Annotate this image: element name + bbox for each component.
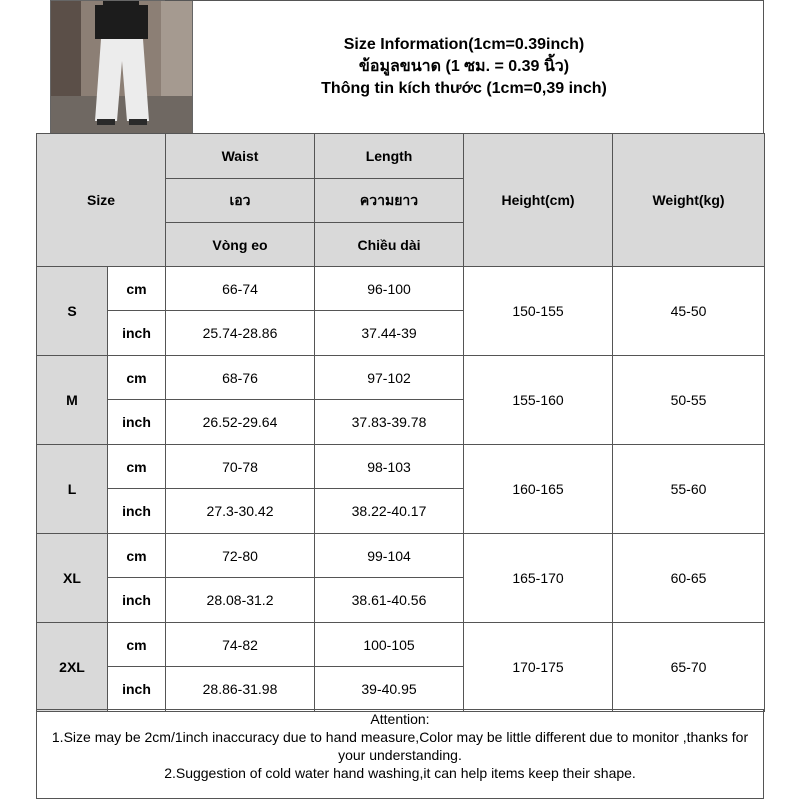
size-label: 2XL [37,623,108,712]
height-value: 170-175 [464,623,613,712]
size-label: L [37,445,108,534]
waist-cm: 70-78 [166,445,315,489]
unit-inch-label: inch [108,667,166,712]
weight-value: 65-70 [613,623,765,712]
height-value: 165-170 [464,534,613,623]
size-chart [36,0,764,799]
height-value: 155-160 [464,356,613,445]
weight-value: 45-50 [613,267,765,356]
unit-inch-label: inch [108,400,166,445]
waist-inch: 25.74-28.86 [166,311,315,356]
waist-inch: 28.86-31.98 [166,667,315,712]
waist-header-vi: Vòng eo [166,223,315,267]
unit-cm-label: cm [108,534,166,578]
waist-header-th: เอว [166,179,315,223]
size-label: XL [37,534,108,623]
attention-line-1: 1.Size may be 2cm/1inch inaccuracy due to hand measure,Color may be little different due to monitor ,thanks for your understanding. [51,729,749,763]
unit-cm-label: cm [108,267,166,311]
length-header-en: Length [315,134,464,179]
height-value: 160-165 [464,445,613,534]
waist-inch: 28.08-31.2 [166,578,315,623]
unit-cm-label: cm [108,623,166,667]
waist-cm: 66-74 [166,267,315,311]
waist-cm: 72-80 [166,534,315,578]
size-header: Size [37,134,166,267]
size-label: S [37,267,108,356]
weight-value: 55-60 [613,445,765,534]
waist-inch: 26.52-29.64 [166,400,315,445]
unit-inch-label: inch [108,489,166,534]
title-english: Size Information(1cm=0.39inch) [343,36,585,53]
title-vietnamese: Thông tin kích thước (1cm=0,39 inch) [321,80,607,97]
length-cm: 99-104 [315,534,464,578]
length-cm: 98-103 [315,445,464,489]
length-cm: 100-105 [315,623,464,667]
length-inch: 38.61-40.56 [315,578,464,623]
waist-header-en: Waist [166,134,315,179]
length-header-vi: Chiều dài [315,223,464,267]
waist-cm: 74-82 [166,623,315,667]
waist-cm: 68-76 [166,356,315,400]
length-inch: 38.22-40.17 [315,489,464,534]
height-header: Height(cm) [464,134,613,267]
unit-cm-label: cm [108,356,166,400]
length-cm: 96-100 [315,267,464,311]
unit-cm-label: cm [108,445,166,489]
title-thai: ข้อมูลขนาด (1 ซม. = 0.39 นิ้ว) [358,58,570,75]
size-label: M [37,356,108,445]
length-inch: 37.44-39 [315,311,464,356]
length-header-th: ความยาว [315,179,464,223]
unit-inch-label: inch [108,311,166,356]
length-inch: 39-40.95 [315,667,464,712]
height-value: 150-155 [464,267,613,356]
weight-value: 50-55 [613,356,765,445]
page-title [165,34,763,100]
weight-value: 60-65 [613,534,765,623]
waist-inch: 27.3-30.42 [166,489,315,534]
size-table [36,133,765,712]
attention-line-2: 2.Suggestion of cold water hand washing,it can help items keep their shape. [164,765,636,781]
attention-note [36,709,764,799]
weight-header: Weight(kg) [613,134,765,267]
length-cm: 97-102 [315,356,464,400]
unit-inch-label: inch [108,578,166,623]
length-inch: 37.83-39.78 [315,400,464,445]
attention-heading: Attention: [370,711,430,727]
